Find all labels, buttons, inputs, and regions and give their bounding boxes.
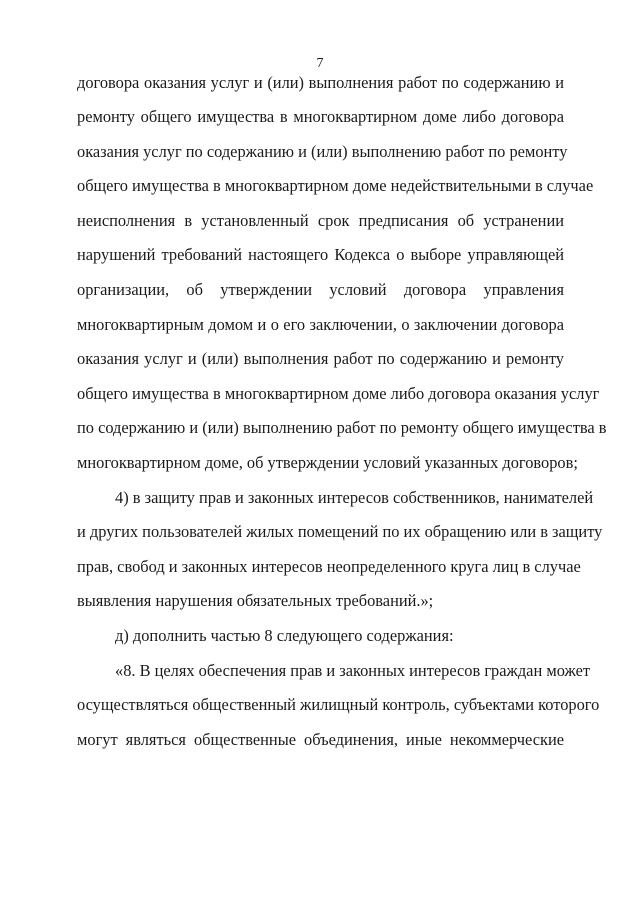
text-line: оказания услуг по содержанию и (или) выполнению работ по ремонту [77, 142, 568, 161]
text-line: могут являться общественные объединения, иные некоммерческие [77, 730, 564, 749]
text-line: общего имущества в многоквартирном доме недействительными в случае [77, 176, 594, 195]
text-line: оказания услуг и (или) выполнения работ по содержанию и ремонту [77, 349, 564, 368]
text-line: осуществляться общественный жилищный контроль, субъектами которого [77, 695, 600, 714]
text-line: неисполнения в установленный срок предписания об устранении [77, 211, 564, 230]
text-line: прав, свобод и законных интересов неопределенного круга лиц в случае [77, 557, 581, 576]
text-line: выявления нарушения обязательных требований.»; [77, 591, 434, 610]
text-line: организации, об утверждении условий договора управления [77, 280, 564, 299]
text-line: многоквартирном доме, об утверждении условий указанных договоров; [77, 453, 578, 472]
text-line: по содержанию и (или) выполнению работ по ремонту общего имущества в [77, 418, 607, 437]
paragraph-first-line: 4) в защиту прав и законных интересов собственников, нанимателей [115, 488, 594, 507]
paragraph-first-line: д) дополнить частью 8 следующего содержания: [115, 626, 454, 645]
text-line: договора оказания услуг и (или) выполнения работ по содержанию и [77, 73, 564, 92]
text-line: общего имущества в многоквартирном доме либо договора оказания услуг [77, 384, 600, 403]
text-line: нарушений требований настоящего Кодекса о выборе управляющей [77, 245, 564, 264]
text-line: и других пользователей жилых помещений по их обращению или в защиту [77, 522, 603, 541]
text-line: ремонту общего имущества в многоквартирном доме либо договора [77, 107, 564, 126]
text-line: многоквартирным домом и о его заключении, о заключении договора [77, 315, 564, 334]
page-number: 7 [316, 56, 324, 71]
paragraph-first-line: «8. В целях обеспечения прав и законных интересов граждан может [115, 661, 591, 680]
